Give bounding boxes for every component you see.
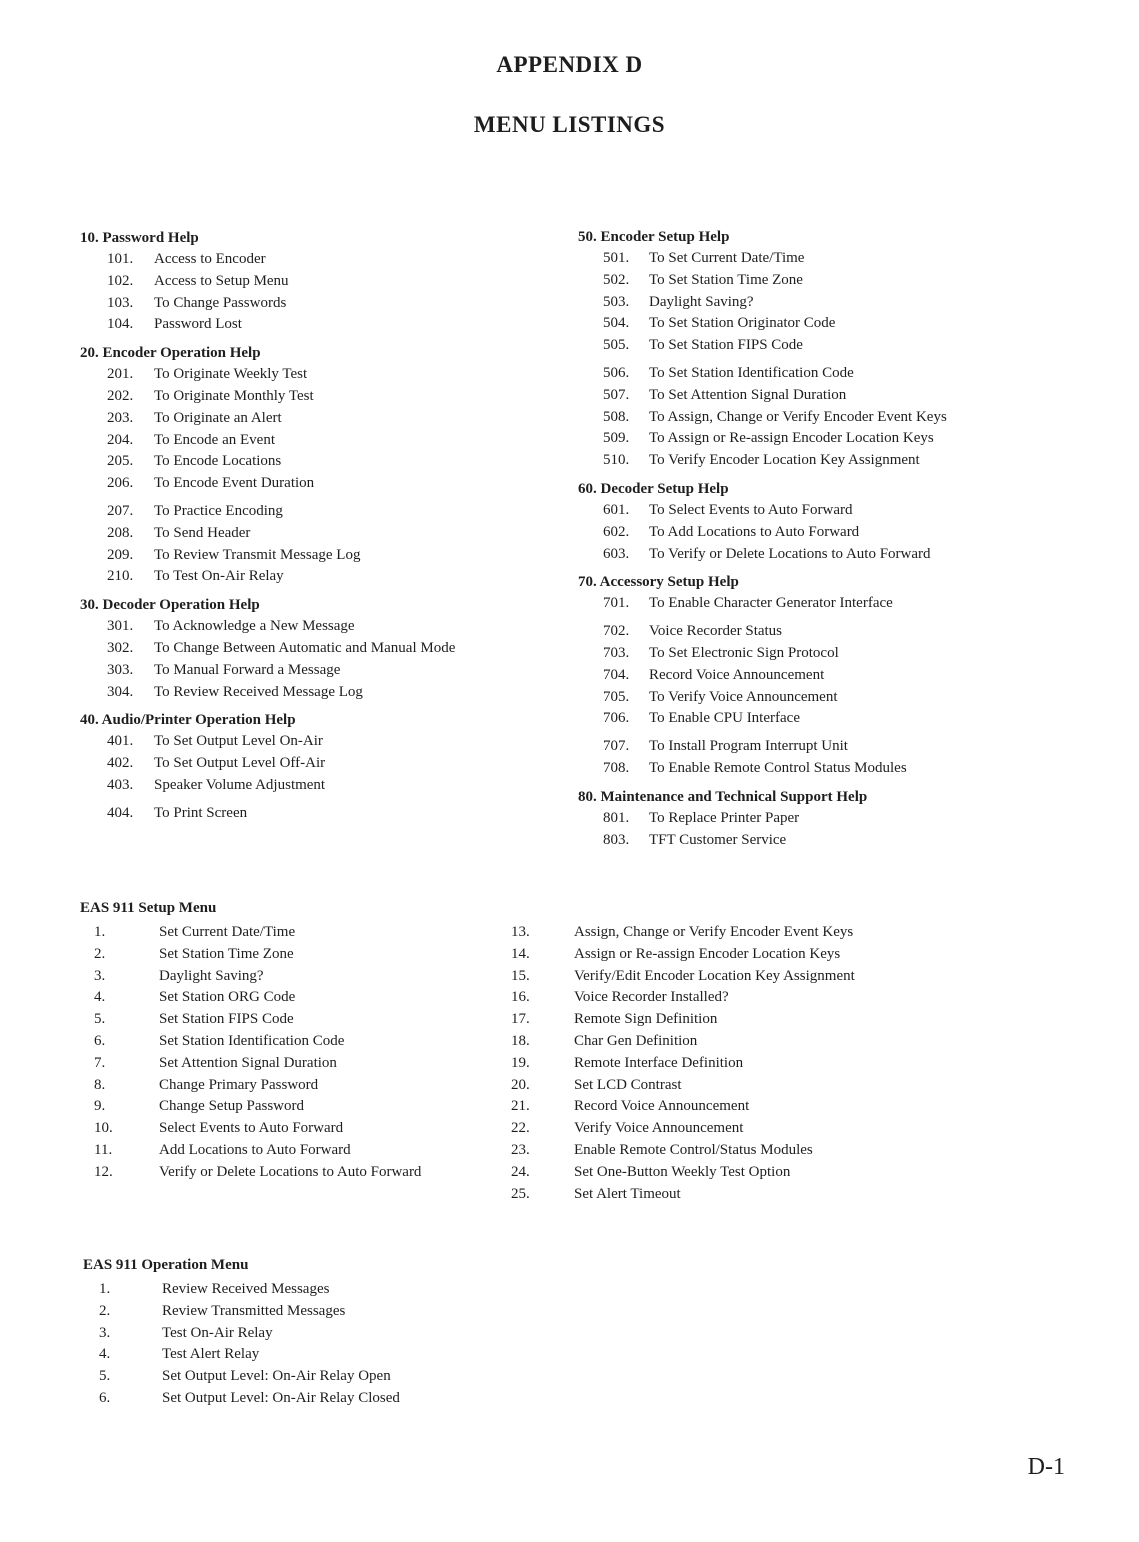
item-label: Set Station Time Zone [159,945,294,962]
item-label: Set Output Level: On-Air Relay Closed [162,1389,400,1406]
section-heading: 40. Audio/Printer Operation Help [80,712,296,729]
item-label: To Enable Remote Control Status Modules [649,759,907,776]
item-number: 704. [603,666,630,683]
item-label: To Add Locations to Auto Forward [649,523,860,540]
help-section [578,226,1118,478]
list-item [578,736,1118,758]
item-label: Assign or Re-assign Encoder Location Keys [574,945,841,962]
help-section [80,709,550,830]
item-number: 505. [603,337,630,354]
list-item [80,293,550,315]
item-label: To Encode Locations [154,453,282,470]
help-section [80,227,550,342]
item-number: 204. [107,431,134,448]
list-item [578,313,1118,335]
item-label: To Set Station Identification Code [649,364,854,381]
item-label: Set One-Button Weekly Test Option [574,1163,791,1180]
item-number: 19. [511,1054,530,1071]
item-label: Password Lost [154,316,242,333]
item-label: Daylight Saving? [159,967,264,984]
list-item [83,1301,483,1323]
item-number: 801. [603,809,630,826]
item-label: Set Alert Timeout [574,1185,681,1202]
list-item [578,643,1118,665]
item-label: To Originate Monthly Test [154,387,314,404]
item-number: 706. [603,710,630,727]
item-label: Set Station ORG Code [159,989,296,1006]
list-item [80,987,510,1009]
item-label: Char Gen Definition [574,1032,698,1049]
item-number: 1. [94,924,106,940]
item-label: Set Current Date/Time [159,924,296,940]
setup-menu-heading: EAS 911 Setup Menu [80,900,217,916]
list-item [83,1279,483,1301]
list-item [511,1184,951,1206]
item-number: 707. [603,738,630,755]
list-item [83,1366,483,1388]
item-number: 3. [99,1324,111,1341]
item-number: 702. [603,623,630,640]
item-number: 506. [603,364,630,381]
item-label: To Acknowledge a New Message [154,618,355,635]
item-label: Access to Encoder [154,251,266,267]
item-number: 703. [603,644,630,661]
help-section [578,571,1118,785]
list-item [80,731,550,753]
item-number: 302. [107,639,134,656]
item-label: To Verify Voice Announcement [649,688,838,705]
item-number: 301. [107,618,134,635]
item-label: To Set Attention Signal Duration [649,386,847,403]
list-item [578,621,1118,643]
item-number: 509. [603,430,630,447]
section-heading: 60. Decoder Setup Help [578,480,729,497]
list-item [80,1162,510,1184]
item-label: To Originate Weekly Test [154,366,308,383]
item-number: 206. [107,475,134,492]
list-item [80,271,550,293]
list-item [578,687,1118,709]
list-item [578,758,1118,780]
item-label: Verify Voice Announcement [574,1120,744,1137]
list-item [511,1096,951,1118]
item-number: 2. [94,945,106,962]
item-label: Remote Interface Definition [574,1054,744,1071]
list-item [80,1009,510,1031]
item-label: Select Events to Auto Forward [159,1120,344,1137]
item-number: 203. [107,409,134,426]
item-label: Test Alert Relay [162,1346,260,1363]
item-number: 101. [107,251,134,267]
list-item [578,665,1118,687]
item-number: 705. [603,688,630,705]
item-number: 209. [107,546,134,563]
item-number: 103. [107,294,134,311]
setup-menu-list-right [511,922,951,1205]
list-item [578,522,1118,544]
list-item [80,922,510,944]
item-label: Verify/Edit Encoder Location Key Assignment [574,967,855,984]
list-item [578,708,1118,730]
list-item [511,987,951,1009]
list-item [578,248,1118,270]
item-label: Change Setup Password [159,1098,304,1115]
item-label: To Send Header [154,524,251,541]
list-item [511,1009,951,1031]
item-label: To Practice Encoding [154,502,283,519]
list-item [80,386,550,408]
list-item [578,544,1118,566]
list-item [80,473,550,495]
list-item [80,430,550,452]
list-item [511,1118,951,1140]
item-label: Speaker Volume Adjustment [154,776,326,793]
list-item [578,407,1118,429]
list-item [578,428,1118,450]
list-item [83,1323,483,1345]
item-number: 708. [603,759,630,776]
list-item [578,500,1118,522]
item-number: 202. [107,387,134,404]
list-item [578,830,1118,852]
list-item [80,451,550,473]
item-number: 17. [511,1011,530,1028]
item-number: 602. [603,523,630,540]
item-label: To Set Current Date/Time [649,250,805,266]
list-item [83,1344,483,1366]
item-number: 12. [94,1163,113,1180]
item-label: To Replace Printer Paper [649,809,800,826]
item-label: To Set Station FIPS Code [649,337,803,354]
item-label: Review Transmitted Messages [162,1302,346,1319]
item-number: 6. [99,1389,111,1406]
list-item [578,593,1118,615]
item-label: Voice Recorder Installed? [574,989,729,1006]
item-number: 2. [99,1302,111,1319]
item-number: 201. [107,366,134,383]
item-label: Set Station Identification Code [159,1032,345,1049]
item-number: 16. [511,989,530,1006]
item-label: Set Station FIPS Code [159,1011,294,1028]
list-item [80,803,550,825]
list-item [511,1053,951,1075]
item-number: 6. [94,1032,106,1049]
section-heading: 20. Encoder Operation Help [80,345,261,362]
help-section [578,478,1118,571]
list-item [578,808,1118,830]
item-number: 501. [603,250,630,266]
item-label: To Enable CPU Interface [649,710,800,727]
appendix-title: APPENDIX D [496,52,643,77]
item-number: 104. [107,316,134,333]
item-label: Set LCD Contrast [574,1076,682,1093]
item-number: 24. [511,1163,530,1180]
item-label: Review Received Messages [162,1281,330,1297]
item-number: 701. [603,595,630,612]
list-item [511,944,951,966]
item-label: Record Voice Announcement [574,1098,750,1115]
item-label: Remote Sign Definition [574,1011,718,1028]
item-label: Change Primary Password [159,1076,319,1093]
item-label: To Assign or Re-assign Encoder Location Keys [649,430,934,447]
item-label: To Review Received Message Log [154,683,363,700]
item-number: 503. [603,293,630,310]
item-label: To Select Events to Auto Forward [649,501,853,518]
item-number: 5. [99,1368,111,1385]
item-label: To Originate an Alert [154,409,282,426]
section-heading: 50. Encoder Setup Help [578,229,730,245]
help-column-right [578,226,1118,857]
item-number: 502. [603,271,630,288]
item-number: 11. [94,1141,113,1158]
list-item [80,408,550,430]
list-item [80,1140,510,1162]
item-number: 102. [107,272,134,289]
item-number: 304. [107,683,134,700]
section-heading: 80. Maintenance and Technical Support Help [578,788,868,805]
item-label: To Change Passwords [154,294,287,311]
list-item [80,1053,510,1075]
list-item [80,545,550,567]
list-item [80,682,550,704]
item-label: To Set Station Time Zone [649,271,803,288]
help-column-left [80,227,550,831]
item-number: 402. [107,755,134,772]
operation-menu-heading: EAS 911 Operation Menu [83,1257,249,1273]
help-section [80,594,550,709]
list-item [80,966,510,988]
item-number: 13. [511,924,530,940]
setup-menu-list-left [80,922,510,1184]
item-label: Test On-Air Relay [162,1324,273,1341]
item-number: 25. [511,1185,530,1202]
item-number: 7. [94,1054,106,1071]
list-item [80,1096,510,1118]
item-number: 303. [107,661,134,678]
list-item [511,1075,951,1097]
list-item [578,270,1118,292]
list-item [80,753,550,775]
item-label: To Encode an Event [154,431,275,448]
item-label: To Set Station Originator Code [649,315,836,332]
item-label: To Manual Forward a Message [154,661,341,678]
item-number: 404. [107,804,134,821]
list-item [578,385,1118,407]
item-number: 210. [107,568,134,585]
list-item [511,1031,951,1053]
item-number: 4. [99,1346,111,1363]
section-heading: 10. Password Help [80,230,199,246]
item-label: To Verify Encoder Location Key Assignment [649,452,920,469]
list-item [511,966,951,988]
item-number: 21. [511,1098,530,1115]
section-heading: 30. Decoder Operation Help [80,597,260,614]
item-label: Set Output Level: On-Air Relay Open [162,1368,391,1385]
item-label: Add Locations to Auto Forward [159,1141,351,1158]
list-item [80,249,550,271]
item-number: 14. [511,945,530,962]
item-number: 18. [511,1032,530,1049]
help-section [80,342,550,594]
item-label: Verify or Delete Locations to Auto Forward [159,1163,422,1180]
item-number: 22. [511,1120,530,1137]
item-number: 1. [99,1281,111,1297]
item-number: 10. [94,1120,113,1137]
item-number: 208. [107,524,134,541]
item-number: 510. [603,452,630,469]
menu-listings-title: MENU LISTINGS [473,112,666,137]
item-label: Record Voice Announcement [649,666,825,683]
item-label: To Test On-Air Relay [154,568,284,585]
item-number: 23. [511,1141,530,1158]
list-item [80,1075,510,1097]
item-number: 401. [107,733,134,750]
item-label: Daylight Saving? [649,293,754,310]
item-number: 504. [603,315,630,332]
item-label: Set Attention Signal Duration [159,1054,337,1071]
item-number: 207. [107,502,134,519]
list-item [80,501,550,523]
item-number: 20. [511,1076,530,1093]
item-number: 603. [603,545,630,562]
item-number: 507. [603,386,630,403]
list-item [83,1388,483,1410]
list-item [80,523,550,545]
item-number: 205. [107,453,134,470]
help-section [578,786,1118,858]
list-item [578,335,1118,357]
item-label: Assign, Change or Verify Encoder Event Keys [574,924,854,940]
item-label: Enable Remote Control/Status Modules [574,1141,813,1158]
item-label: To Set Electronic Sign Protocol [649,644,839,661]
item-label: To Print Screen [154,804,248,821]
list-item [80,1031,510,1053]
item-number: 15. [511,967,530,984]
list-item [80,566,550,588]
list-item [80,1118,510,1140]
list-item [80,638,550,660]
item-number: 9. [94,1098,106,1115]
list-item [578,450,1118,472]
list-item [80,944,510,966]
item-label: To Set Output Level Off-Air [154,755,326,772]
list-item [578,292,1118,314]
item-number: 803. [603,831,630,848]
item-label: To Encode Event Duration [154,475,315,492]
item-number: 4. [94,989,106,1006]
item-label: To Install Program Interrupt Unit [649,738,848,755]
item-number: 5. [94,1011,106,1028]
list-item [511,922,951,944]
item-label: Access to Setup Menu [154,272,289,289]
item-label: To Change Between Automatic and Manual Mode [154,639,456,656]
list-item [80,775,550,797]
list-item [511,1140,951,1162]
item-label: To Set Output Level On-Air [154,733,323,750]
item-number: 8. [94,1076,106,1093]
item-label: To Enable Character Generator Interface [649,595,893,612]
list-item [511,1162,951,1184]
list-item [80,364,550,386]
list-item [80,314,550,336]
item-number: 508. [603,408,630,425]
list-item [80,616,550,638]
item-label: Voice Recorder Status [649,623,783,640]
item-label: To Assign, Change or Verify Encoder Event Keys [649,408,947,425]
item-number: 3. [94,967,106,984]
operation-menu-list [83,1279,483,1410]
list-item [80,660,550,682]
item-label: To Verify or Delete Locations to Auto Forward [649,545,931,562]
item-label: To Review Transmit Message Log [154,546,361,563]
page-number: D-1 [1027,1454,1065,1480]
section-heading: 70. Accessory Setup Help [578,574,739,591]
item-number: 601. [603,501,630,518]
item-label: TFT Customer Service [649,831,787,848]
list-item [578,363,1118,385]
item-number: 403. [107,776,134,793]
